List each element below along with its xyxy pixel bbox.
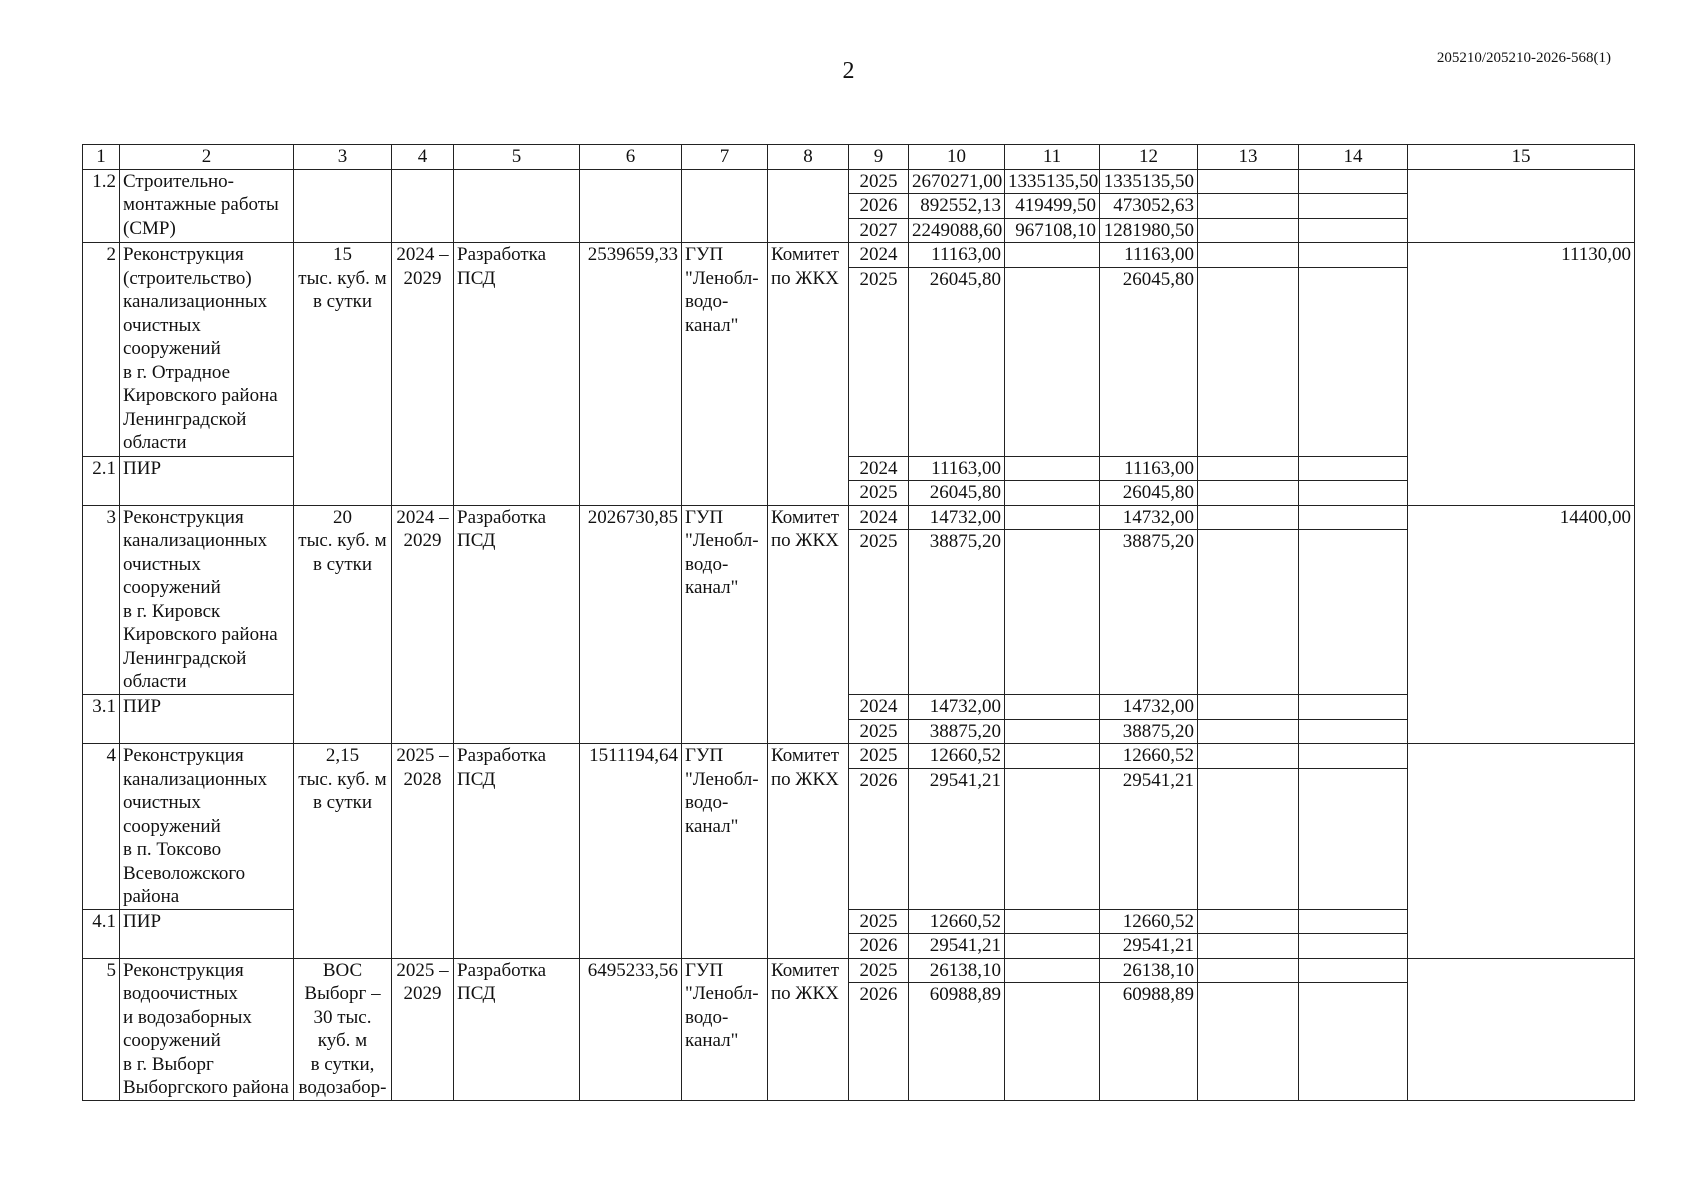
stage-cell [454,243,580,506]
cost-cell: 2026730,85 [580,505,682,744]
item-name-line: Реконструкция [123,959,244,981]
item-name: ПИР [120,695,294,744]
capacity-cell [294,744,392,959]
value-cell: 12660,52 [909,909,1005,934]
value-cell: 12660,52 [909,744,1005,769]
empty-cell [1198,983,1299,1101]
empty-cell [1299,243,1408,268]
customer-cell [768,958,849,1101]
row-number: 3 [83,505,120,695]
capacity-line: водозабор- [298,1077,387,1098]
item-name-line: в г. Отрадное [123,361,231,383]
capacity-line: тыс. куб. м [298,267,387,289]
value-cell: 11130,00 [1408,243,1635,506]
empty-cell [1198,194,1299,219]
stage-line: ПСД [457,983,496,1004]
empty-cell [1198,719,1299,744]
year-cell: 2026 [849,983,909,1101]
empty-cell [1299,958,1408,983]
year-cell: 2025 [849,719,909,744]
executor-line: канал" [685,815,739,837]
item-name-line: Реконструкция [123,745,244,766]
cost-cell: 6495233,56 [580,958,682,1101]
stage-line: Разработка [457,959,547,981]
period-line: 2029 [403,267,442,289]
customer-line: Комитет [771,506,840,528]
customer-line: по ЖКХ [771,983,839,1004]
empty-cell [1005,481,1100,506]
column-header: 3 [294,145,392,170]
customer-line: по ЖКХ [771,530,839,551]
item-name [120,744,294,910]
capacity-line: в сутки, [310,1053,375,1075]
column-header: 15 [1408,145,1635,170]
period-cell [392,744,454,959]
year-cell: 2025 [849,530,909,695]
page-number: 2 [842,58,855,84]
value-cell: 1335135,50 [1005,169,1100,194]
value-cell: 60988,89 [909,983,1005,1101]
item-name-line: канализационных [123,530,268,551]
cost-cell: 1511194,64 [580,744,682,959]
stage-line: ПСД [457,267,496,289]
customer-line: Комитет [771,745,840,766]
value-cell: 26045,80 [1100,267,1198,456]
item-name-line: очистных [123,314,201,336]
empty-cell [1299,909,1408,934]
executor-cell [682,744,768,959]
empty-cell [768,169,849,243]
year-cell: 2025 [849,744,909,769]
customer-cell [768,505,849,744]
period-line: 2024 – [396,244,449,265]
empty-cell [580,169,682,243]
value-cell: 26138,10 [909,958,1005,983]
empty-cell [1005,505,1100,530]
capacity-line: тыс. куб. м [298,530,387,551]
period-cell [392,505,454,744]
empty-cell [1005,530,1100,695]
value-cell: 12660,52 [1100,909,1198,934]
empty-cell [1005,267,1100,456]
value-cell: 29541,21 [909,768,1005,909]
empty-cell [1005,909,1100,934]
item-name-line: в г. Выборг [123,1053,214,1075]
empty-cell [454,169,580,243]
item-name [120,505,294,695]
value-cell: 14732,00 [1100,505,1198,530]
value-cell: 38875,20 [909,530,1005,695]
value-cell: 26138,10 [1100,958,1198,983]
item-name-line: очистных [123,553,201,575]
year-cell: 2026 [849,768,909,909]
item-name [120,958,294,1101]
column-header: 9 [849,145,909,170]
empty-cell [1198,909,1299,934]
column-header: 11 [1005,145,1100,170]
capacity-line: 15 [333,244,352,265]
value-cell: 26045,80 [1100,481,1198,506]
capacity-line: ВОС [322,959,363,981]
value-cell: 26045,80 [909,481,1005,506]
executor-line: канал" [685,1030,739,1051]
empty-cell [1198,456,1299,481]
empty-cell [1198,481,1299,506]
value-cell: 14732,00 [909,695,1005,720]
column-header: 13 [1198,145,1299,170]
empty-cell [1299,169,1408,194]
item-name-line: очистных [123,792,201,813]
empty-cell [1005,983,1100,1101]
item-name-line: и водозаборных [123,1006,252,1028]
year-cell: 2025 [849,958,909,983]
column-header: 1 [83,145,120,170]
item-name-line: монтажные работы [123,194,279,215]
item-name-line: области [123,671,187,692]
executor-line: ГУП [685,959,724,981]
empty-cell [1005,695,1100,720]
empty-cell [1198,218,1299,243]
value-cell: 38875,20 [909,719,1005,744]
executor-line: водо- [685,792,729,813]
executor-cell [682,958,768,1101]
empty-cell [1198,169,1299,194]
empty-cell [1198,958,1299,983]
empty-cell [1299,768,1408,909]
value-cell: 11163,00 [1100,243,1198,268]
year-cell: 2024 [849,456,909,481]
item-name-line: Кировского района [123,385,278,406]
row-number: 2 [83,243,120,457]
capacity-line: тыс. куб. м [298,768,387,790]
executor-line: "Ленобл- [685,983,759,1004]
empty-cell [1408,744,1635,959]
stage-line: ПСД [457,530,496,551]
item-name-line: области [123,432,187,453]
value-cell: 967108,10 [1005,218,1100,243]
customer-cell [768,243,849,506]
empty-cell [1198,695,1299,720]
empty-cell [1198,744,1299,769]
customer-cell [768,744,849,959]
capacity-line: в сутки [312,792,373,813]
capacity-cell [294,958,392,1101]
empty-cell [1299,934,1408,959]
empty-cell [1299,505,1408,530]
year-cell: 2024 [849,505,909,530]
value-cell: 14732,00 [1100,695,1198,720]
value-cell: 38875,20 [1100,530,1198,695]
stage-line: Разработка [457,745,547,766]
table-row [83,169,1635,194]
row-number: 4.1 [83,909,120,958]
period-line: 2028 [403,768,442,790]
capacity-cell [294,243,392,506]
item-name-line: Выборгского района [123,1077,289,1098]
value-cell: 11163,00 [909,243,1005,268]
empty-cell [682,169,768,243]
value-cell: 14732,00 [909,505,1005,530]
program-table [82,144,1635,1101]
capacity-cell [294,505,392,744]
customer-line: по ЖКХ [771,267,839,289]
capacity-line: 20 [333,506,352,528]
empty-cell [1198,505,1299,530]
capacity-line: в сутки [312,553,373,575]
item-name-line: Реконструкция [123,244,244,265]
value-cell: 1335135,50 [1100,169,1198,194]
period-line: 2029 [403,983,442,1004]
empty-cell [392,169,454,243]
value-cell: 26045,80 [909,267,1005,456]
column-header: 12 [1100,145,1198,170]
capacity-line: в сутки [312,291,373,312]
column-header: 14 [1299,145,1408,170]
stage-line: ПСД [457,768,496,790]
column-header: 8 [768,145,849,170]
empty-cell [1299,218,1408,243]
value-cell: 60988,89 [1100,983,1198,1101]
year-cell: 2025 [849,267,909,456]
executor-line: ГУП [685,244,724,265]
cost-cell: 2539659,33 [580,243,682,506]
period-line: 2025 – [396,959,449,981]
stage-cell [454,505,580,744]
empty-cell [1005,719,1100,744]
empty-cell [1408,958,1635,1101]
item-name-line: Строительно- [123,170,235,192]
capacity-line: 30 тыс. [313,1006,372,1028]
value-cell: 29541,21 [909,934,1005,959]
empty-cell [1299,983,1408,1101]
empty-cell [1005,958,1100,983]
row-number: 2.1 [83,456,120,505]
row-number: 3.1 [83,695,120,744]
executor-line: канал" [685,314,739,336]
capacity-line: Выборг – [304,983,381,1004]
column-header: 5 [454,145,580,170]
empty-cell [1299,530,1408,695]
item-name-line: в п. Токсово [123,839,222,860]
item-name-line: сооружений [123,815,221,837]
empty-cell [1198,530,1299,695]
value-cell: 38875,20 [1100,719,1198,744]
empty-cell [1005,768,1100,909]
year-cell: 2025 [849,909,909,934]
value-cell: 2249088,60 [909,218,1005,243]
year-cell: 2024 [849,243,909,268]
period-cell [392,958,454,1101]
empty-cell [1299,481,1408,506]
executor-cell [682,505,768,744]
value-cell: 12660,52 [1100,744,1198,769]
customer-line: Комитет [771,959,840,981]
value-cell: 892552,13 [909,194,1005,219]
empty-cell [1408,169,1635,243]
empty-cell [1198,934,1299,959]
value-cell: 1281980,50 [1100,218,1198,243]
row-number: 4 [83,744,120,910]
empty-cell [1299,194,1408,219]
item-name-line: водоочистных [123,983,238,1004]
item-name-line: сооружений [123,338,221,359]
empty-cell [1005,243,1100,268]
table-row [83,958,1635,983]
stage-line: Разработка [457,506,547,528]
item-name [120,243,294,457]
value-cell: 14400,00 [1408,505,1635,744]
executor-line: водо- [685,553,729,575]
item-name-line: Реконструкция [123,506,244,528]
executor-line: ГУП [685,506,724,528]
empty-cell [1299,456,1408,481]
empty-cell [1299,744,1408,769]
item-name-line: (СМР) [123,217,176,239]
year-cell: 2026 [849,194,909,219]
item-name-line: Кировского района [123,624,278,645]
item-name-line: района [123,886,180,907]
item-name-line: (строительство) [123,267,252,289]
year-cell: 2025 [849,169,909,194]
stage-cell [454,744,580,959]
executor-line: "Ленобл- [685,267,759,289]
customer-line: Комитет [771,244,840,265]
executor-line: водо- [685,1006,729,1028]
year-cell: 2025 [849,481,909,506]
period-line: 2025 – [396,745,449,766]
empty-cell [1198,768,1299,909]
row-number: 1.2 [83,169,120,243]
column-header: 10 [909,145,1005,170]
item-name-line: канализационных [123,291,268,312]
value-cell: 29541,21 [1100,934,1198,959]
period-cell [392,243,454,506]
value-cell: 29541,21 [1100,768,1198,909]
column-header: 4 [392,145,454,170]
table-row [83,505,1635,530]
item-name: ПИР [120,456,294,505]
item-name-line: в г. Кировск [123,600,221,622]
item-name-line: Ленинградской [123,408,247,430]
item-name: ПИР [120,909,294,958]
column-number-row [83,145,1635,170]
value-cell: 11163,00 [909,456,1005,481]
year-cell: 2027 [849,218,909,243]
value-cell: 473052,63 [1100,194,1198,219]
period-line: 2029 [403,530,442,551]
customer-line: по ЖКХ [771,768,839,790]
value-cell: 11163,00 [1100,456,1198,481]
empty-cell [1005,934,1100,959]
value-cell: 2670271,00 [909,169,1005,194]
item-name-line: Всеволожского [123,862,246,884]
empty-cell [1005,456,1100,481]
empty-cell [1198,243,1299,268]
executor-cell [682,243,768,506]
year-cell: 2024 [849,695,909,720]
capacity-line: 2,15 [325,745,360,766]
executor-line: водо- [685,291,729,312]
executor-line: ГУП [685,745,724,766]
empty-cell [1198,267,1299,456]
executor-line: "Ленобл- [685,530,759,551]
stage-cell [454,958,580,1101]
column-header: 6 [580,145,682,170]
column-header: 7 [682,145,768,170]
document-id: 205210/205210-2026-568(1) [1436,50,1611,66]
executor-line: "Ленобл- [685,768,759,790]
value-cell: 419499,50 [1005,194,1100,219]
item-name-line: канализационных [123,768,268,790]
empty-cell [1299,719,1408,744]
item-name-line: сооружений [123,577,221,598]
column-header: 2 [120,145,294,170]
executor-line: канал" [685,577,739,598]
item-name [120,169,294,243]
empty-cell [1005,744,1100,769]
capacity-line: куб. м [317,1030,368,1051]
period-line: 2024 – [396,506,449,528]
empty-cell [294,169,392,243]
empty-cell [1299,695,1408,720]
table-row [83,243,1635,268]
year-cell: 2026 [849,934,909,959]
item-name-line: Ленинградской [123,647,247,669]
empty-cell [1299,267,1408,456]
stage-line: Разработка [457,244,547,265]
table-row [83,744,1635,769]
item-name-line: сооружений [123,1030,221,1051]
row-number: 5 [83,958,120,1101]
